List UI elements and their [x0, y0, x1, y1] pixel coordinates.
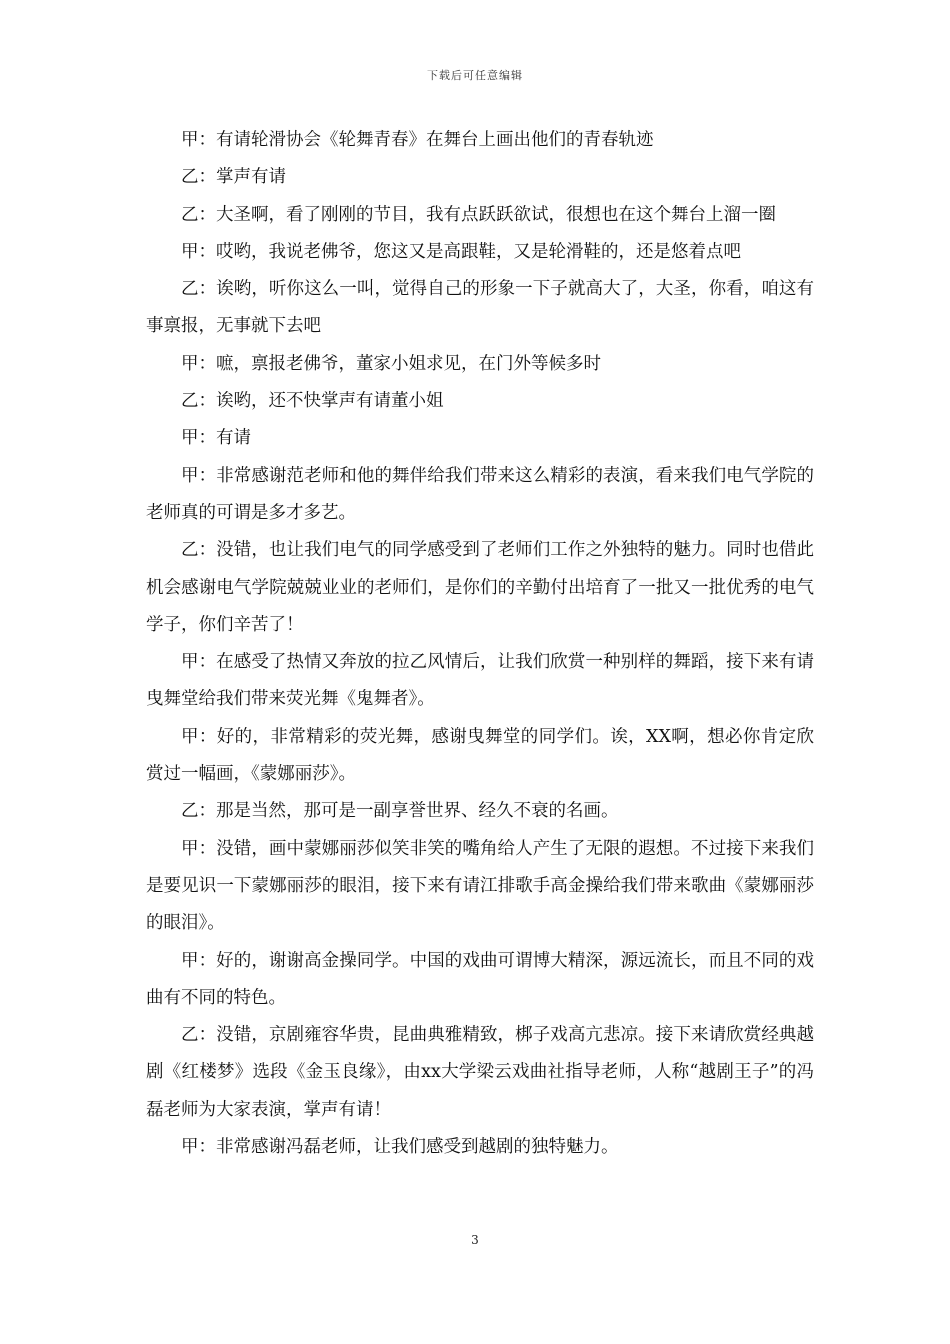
- paragraph-14: 甲：没错，画中蒙娜丽莎似笑非笑的嘴角给人产生了无限的遐想。不过接下来我们是要见识一下蒙娜丽莎的眼泪，接下来有请江排歌手高金操给我们带来歌曲《蒙娜丽莎的眼泪》。: [146, 838, 814, 934]
- paragraph-2: 乙：掌声有请: [181, 167, 286, 188]
- paragraph-12: 甲：好的，非常精彩的荧光舞，感谢曳舞堂的同学们。诶，XX啊，想必你肯定欣赏过一幅画，《蒙娜丽莎》。: [146, 726, 814, 785]
- paragraph-16: 乙：没错，京剧雍容华贵，昆曲典雅精致，梆子戏高亢悲凉。接下来请欣赏经典越剧《红楼梦》选段《金玉良缘》，由xx大学梁云戏曲社指导老师，人称“越剧王子”的冯磊老师为大家表演，掌声有请！: [146, 1025, 814, 1120]
- paragraph-11: 甲：在感受了热情又奔放的拉乙风情后，让我们欣赏一种别样的舞蹈，接下来有请曳舞堂给我们带来荧光舞《鬼舞者》。: [146, 652, 814, 710]
- paragraph-8: 甲：有请: [181, 428, 251, 449]
- paragraph-9: 甲：非常感谢范老师和他的舞伴给我们带来这么精彩的表演，看来我们电气学院的老师真的可谓是多才多艺。: [146, 465, 814, 523]
- paragraph-5: 乙：诶哟，听你这么一叫，觉得自己的形象一下子就高大了，大圣，你看，咱这有事禀报，无事就下去吧: [146, 279, 814, 337]
- paragraph-3: 乙：大圣啊，看了刚刚的节目，我有点跃跃欲试，很想也在这个舞台上溜一圈: [181, 204, 776, 225]
- paragraph-4: 甲：哎哟，我说老佛爷，您这又是高跟鞋，又是轮滑鞋的，还是悠着点吧: [181, 241, 741, 262]
- paragraph-13: 乙：那是当然，那可是一副享誉世界、经久不衰的名画。: [181, 801, 619, 822]
- page-number: 3: [471, 1233, 479, 1247]
- paragraph-10: 乙：没错，也让我们电气的同学感受到了老师们工作之外独特的魅力。同时也借此机会感谢电气学院兢兢业业的老师们，是你们的辛勤付出培育了一批又一批优秀的电气学子，你们辛苦了！: [146, 540, 814, 635]
- paragraph-17: 甲：非常感谢冯磊老师，让我们感受到越剧的独特魅力。: [181, 1137, 619, 1158]
- paragraph-15: 甲：好的，谢谢高金操同学。中国的戏曲可谓博大精深，源远流长，而且不同的戏曲有不同的特色。: [146, 950, 814, 1008]
- document-body: [146, 122, 814, 1166]
- paragraph-1: 甲：有请轮滑协会《轮舞青春》在舞台上画出他们的青春轨迹: [181, 130, 654, 150]
- page-header: 下载后可任意编辑: [427, 69, 523, 82]
- paragraph-6: 甲：嗻，禀报老佛爷，董家小姐求见，在门外等候多时: [181, 353, 601, 374]
- paragraph-7: 乙：诶哟，还不快掌声有请董小姐: [181, 391, 444, 412]
